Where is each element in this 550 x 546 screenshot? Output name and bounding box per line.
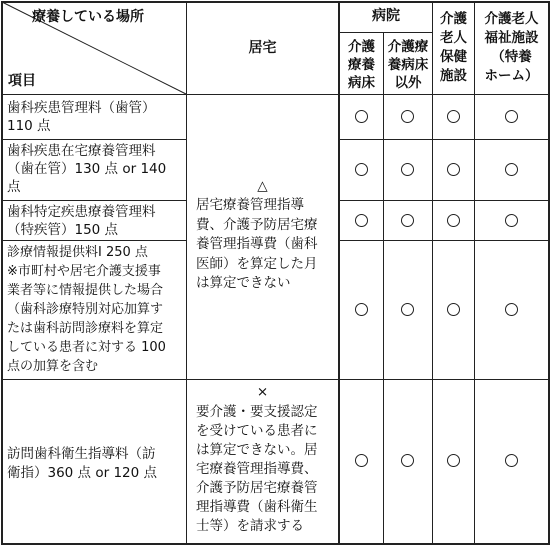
applicable-mark xyxy=(505,303,518,316)
hospital-header: 病院 xyxy=(372,8,400,24)
home-note-text: 要介護・要支援認定 を受けている患者に は算定できない。居 宅療養管理指導費、 介護予防居宅療養管 理指導費（歯科衛生 士等）を請求する xyxy=(196,404,318,534)
applicable-mark xyxy=(401,163,414,176)
row-divider xyxy=(1,200,186,201)
table-border-bottom xyxy=(1,543,549,545)
applicable-mark xyxy=(447,303,460,316)
table-border-right xyxy=(548,1,550,545)
applicable-mark xyxy=(447,110,460,123)
applicable-mark xyxy=(401,110,414,123)
table-row-item: 歯科疾患在宅療養管理料 （歯在管）130 点 or 140 点 xyxy=(7,143,167,195)
applicable-mark xyxy=(447,214,460,227)
hospital-subheader-care-beds: 介護 療養 病床 xyxy=(348,39,375,91)
applicable-mark xyxy=(447,163,460,176)
row-divider xyxy=(338,200,549,201)
table-row-item: 訪問歯科衛生指導料（訪 衛指）360 点 or 120 点 xyxy=(7,446,158,481)
place-header: 療養している場所 xyxy=(32,9,144,25)
applicable-mark xyxy=(355,303,368,316)
applicable-mark xyxy=(355,163,368,176)
table-row-item: 歯科特定疾患療養管理料 （特疾管）150 点 xyxy=(7,204,156,238)
applicable-mark xyxy=(355,214,368,227)
home-note-mark-triangle: △ xyxy=(257,178,268,194)
facility-header-welfare: 介護老人 福祉施設 （特養 ホーム） xyxy=(484,11,539,84)
applicable-mark xyxy=(447,454,460,467)
col-divider xyxy=(383,32,384,545)
hospital-header-divider xyxy=(338,32,432,33)
applicable-mark xyxy=(401,454,414,467)
applicable-mark xyxy=(401,303,414,316)
applicable-mark xyxy=(505,454,518,467)
applicable-mark xyxy=(401,214,414,227)
row-divider xyxy=(1,240,186,241)
home-note-mark-cross: × xyxy=(256,384,269,400)
applicable-mark xyxy=(505,214,518,227)
home-note-text: 居宅療養管理指導 費、介護予防居宅療 養管理指導費（歯科 医師）を算定した月 は算定できない xyxy=(196,197,318,291)
table-row-item: 歯科疾患管理料（歯管） 110 点 xyxy=(7,100,156,134)
item-header: 項目 xyxy=(8,73,36,89)
home-header: 居宅 xyxy=(248,40,277,56)
applicable-mark xyxy=(505,110,518,123)
row-divider xyxy=(338,240,549,241)
hospital-subheader-other-beds: 介護療 養病床 以外 xyxy=(387,39,429,91)
row-divider xyxy=(1,139,186,140)
facility-header-health: 介護 老人 保健 施設 xyxy=(440,11,467,84)
row-divider xyxy=(1,379,549,380)
table-row-item: 診療情報提供料Ⅰ 250 点 ※市町村や居宅介護支援事 業者等に情報提供した場合 （歯科診療特別対応加算す たは歯科訪問診療料を算定 している患者に対する 100 点の加算を含む xyxy=(7,245,166,374)
row-divider xyxy=(338,139,549,140)
applicable-mark xyxy=(505,163,518,176)
applicable-mark xyxy=(355,454,368,467)
applicable-mark xyxy=(355,110,368,123)
